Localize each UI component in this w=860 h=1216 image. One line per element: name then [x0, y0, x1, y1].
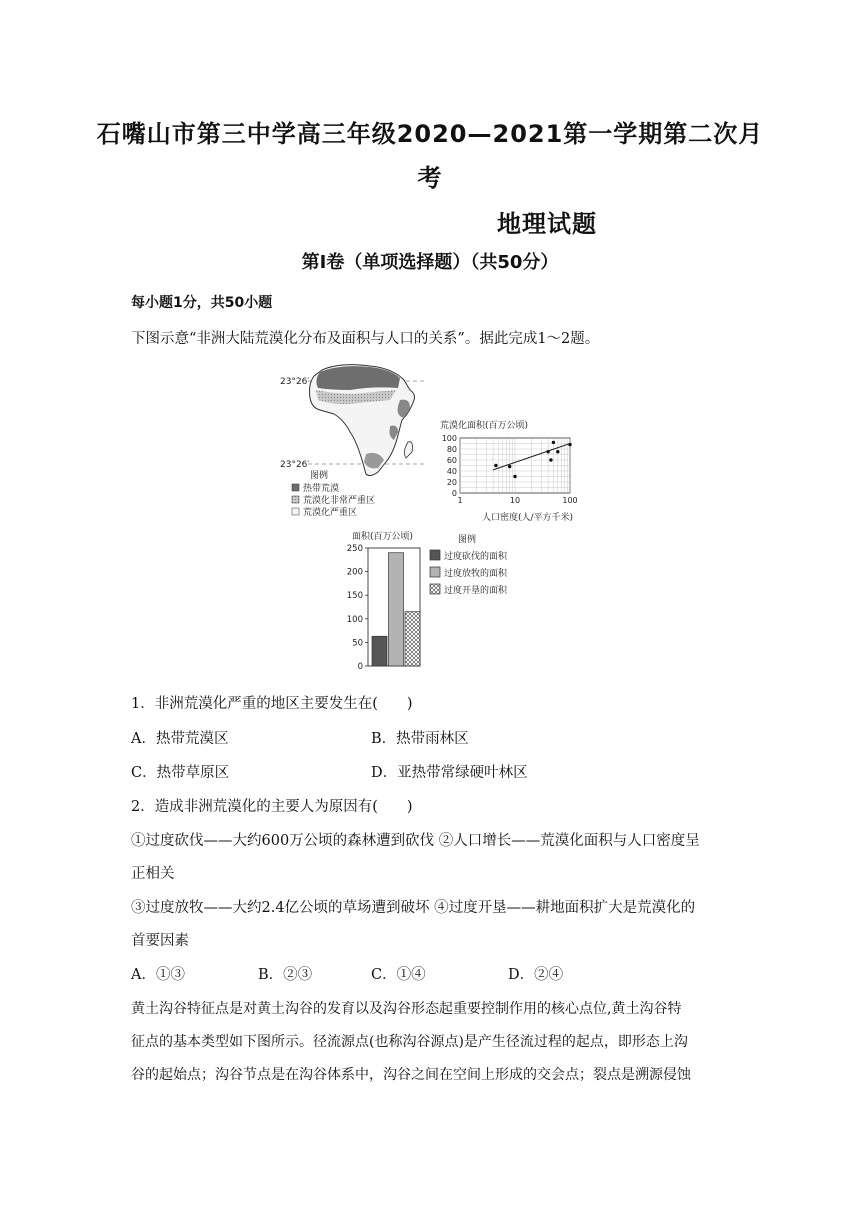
legend-swatch-desert [292, 484, 299, 491]
scatter-point [508, 465, 511, 468]
instruction-text: 每小题1分，共50小题 [131, 295, 273, 311]
bar-ytick-label: 100 [346, 614, 363, 625]
section-heading: 第Ⅰ卷（单项选择题）（共50分） [301, 252, 559, 273]
bar-legend-swatch [430, 567, 440, 577]
scatter-xtick-label: 10 [509, 496, 521, 505]
exam-subject-title: 地理试题 [497, 210, 597, 238]
bar-legend-title: 图例 [458, 535, 477, 545]
tropic-south-label: 23°26′ [280, 460, 310, 470]
scatter-ytick-label: 100 [441, 434, 457, 443]
scatter-xlabel: 人口密度(人/平方千米) [482, 513, 574, 523]
passage-line3: 谷的起始点；沟谷节点是在沟谷体系中，沟谷之间在空间上形成的交会点；裂点是溯源侵蚀 [131, 1067, 691, 1083]
q1-stem: 1．非洲荒漠化严重的地区主要发生在( ) [131, 696, 413, 712]
map-legend-item-3: 荒漠化严重区 [303, 508, 358, 518]
bar-legend-item: 过度放牧的面积 [444, 569, 508, 579]
bar-ytick-label: 250 [346, 544, 363, 554]
map-legend-title: 图例 [310, 471, 329, 481]
scatter-chart [430, 418, 590, 528]
bar-1 [372, 636, 387, 666]
scatter-point [494, 464, 497, 467]
bar-legend-swatch [430, 550, 440, 560]
q2-statement-line1: ①过度砍伐——大约600万公顷的森林遭到砍伐 ②人口增长——荒漠化面积与人口密度呈 [131, 833, 700, 849]
map-legend-item-2: 荒漠化非常严重区 [303, 496, 376, 506]
map-legend-item-1: 热带荒漠 [303, 484, 340, 494]
bar-ytick-label: 0 [357, 662, 363, 672]
q2-statement-line3: ③过度放牧——大约2.4亿公顷的草场遭到破坏 ④过度开垦——耕地面积扩大是荒漠化的 [131, 900, 696, 916]
scatter-ytick-label: 20 [446, 478, 457, 487]
scatter-ytick-label: 60 [446, 456, 457, 465]
bar-chart [340, 528, 540, 678]
bar-legend-item: 过度砍伐的面积 [444, 552, 508, 562]
q1-option-d[interactable]: D．亚热带常绿硬叶林区 [371, 765, 528, 781]
scatter-point [513, 475, 516, 478]
bar-ylabel: 面积(百万公顷) [352, 532, 414, 542]
q1-option-b[interactable]: B．热带雨林区 [371, 731, 469, 747]
africa-desertification-map [270, 360, 435, 525]
scatter-ytick-label: 80 [446, 445, 457, 454]
bar-legend-swatch [430, 584, 440, 594]
q1-option-c[interactable]: C．热带草原区 [131, 765, 230, 781]
q2-option-c[interactable]: C．①④ [371, 967, 426, 983]
scatter-ylabel: 荒漠化面积(百万公顷) [440, 421, 529, 431]
q2-option-b[interactable]: B．②③ [258, 967, 313, 983]
legend-swatch-severe [292, 508, 299, 515]
passage-line1: 黄土沟谷特征点是对黄土沟谷的发育以及沟谷形态起重要控制作用的核心点位,黄土沟谷特 [131, 1001, 682, 1017]
scatter-ytick-label: 0 [451, 489, 457, 498]
madagascar [404, 442, 412, 458]
scatter-xtick-label: 100 [562, 496, 578, 505]
scatter-xtick-label: 1 [457, 496, 463, 505]
bar-ytick-label: 50 [352, 638, 363, 649]
scatter-point [552, 441, 555, 444]
intro-text: 下图示意“非洲大陆荒漠化分布及面积与人口的关系”。据此完成1～2题。 [131, 331, 600, 347]
scatter-ytick-label: 40 [446, 467, 457, 476]
scatter-point [556, 450, 559, 453]
q2-statement-line4: 首要因素 [131, 933, 189, 949]
exam-title-line2: 考 [417, 164, 443, 192]
bar-2 [389, 553, 404, 666]
bar-ytick-label: 150 [346, 591, 363, 602]
bar-legend-item: 过度开垦的面积 [444, 586, 508, 596]
q2-stem: 2．造成非洲荒漠化的主要人为原因有( ) [131, 799, 413, 815]
q2-option-d[interactable]: D．②④ [508, 967, 564, 983]
legend-swatch-very-severe [292, 496, 299, 503]
exam-title-line1: 石嘴山市第三中学高三年级2020—2021第一学期第二次月 [96, 120, 764, 148]
q1-option-a[interactable]: A．热带荒漠区 [131, 731, 229, 747]
tropic-north-label: 23°26′ [280, 377, 310, 387]
bar-ytick-label: 200 [346, 567, 363, 578]
bar-3 [405, 612, 420, 666]
scatter-point [549, 458, 552, 461]
q2-statement-line2: 正相关 [131, 866, 175, 882]
passage-line2: 征点的基本类型如下图所示。径流源点(也称沟谷源点)是产生径流过程的起点，即形态上沟 [131, 1034, 688, 1050]
q2-option-a[interactable]: A．①③ [131, 967, 185, 983]
